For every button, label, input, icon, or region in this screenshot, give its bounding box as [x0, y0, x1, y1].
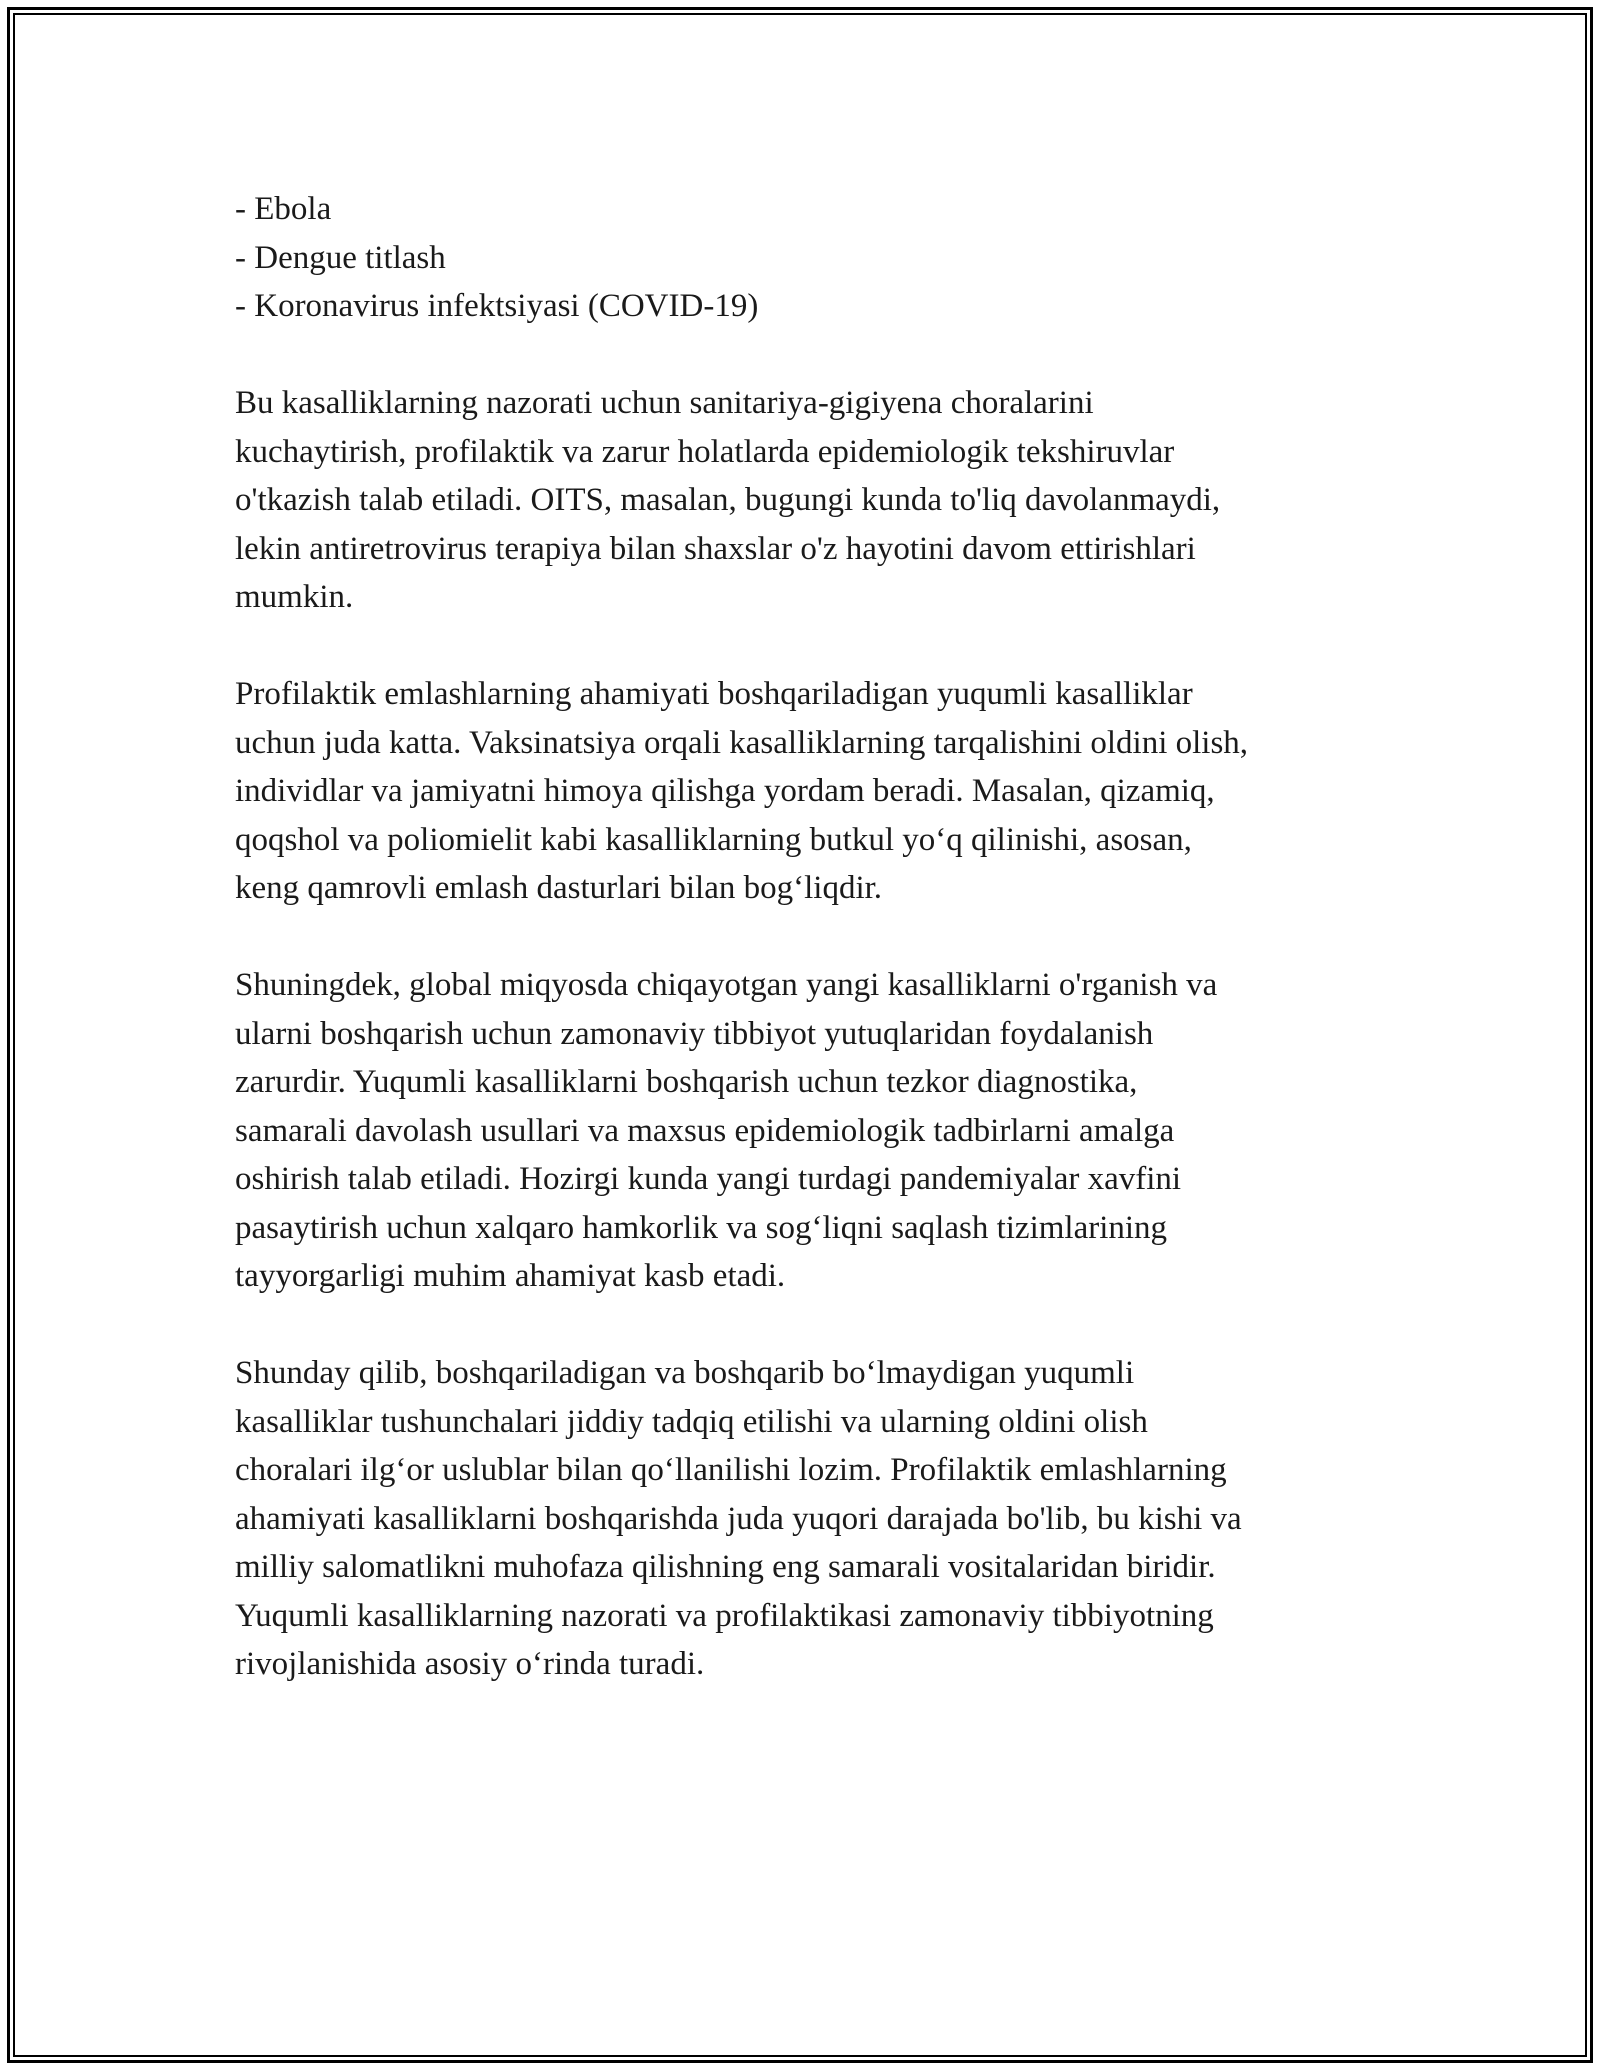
- paragraph-vaccination-importance: Profilaktik emlashlarning ahamiyati boshqariladigan yuqumli kasalliklar uchun juda katta. Vaksinatsiya orqali kasalliklarning tarqalishini oldini olish, individlar va jamiyatni himoya qilishga yordam beradi. Masalan, qizamiq, qoqshol va poliomielit kabi kasalliklarning butkul yo‘q qilinishi, asosan, keng qamrovli emlash dasturlari bilan bog‘liqdir.: [235, 676, 1249, 906]
- disease-list: [235, 185, 1385, 331]
- document-body: [235, 185, 1385, 1689]
- paragraph-conclusion: Shunday qilib, boshqariladigan va boshqarib bo‘lmaydigan yuqumli kasalliklar tushunchalari jiddiy tadqiq etilishi va ularning oldini olish choralari ilg‘or uslublar bilan qo‘llanilishi lozim. Profilaktik emlashlarning ahamiyati kasalliklarni boshqarishda juda yuqori darajada bo'lib, bu kishi va milliy salomatlikni muhofaza qilishning eng samarali vositalaridan biridir. Yuqumli kasalliklarning nazorati va profilaktikasi zamonaviy tibbiyotning rivojlanishida asosiy o‘rinda turadi.: [235, 1355, 1242, 1682]
- list-item: - Koronavirus infektsiyasi (COVID-19): [235, 288, 759, 324]
- paragraph-new-diseases: Shuningdek, global miqyosda chiqayotgan yangi kasalliklarni o'rganish va ularni boshqarish uchun zamonaviy tibbiyot yutuqlaridan foydalanish zarurdir. Yuqumli kasalliklarni boshqarish uchun tezkor diagnostika, samarali davolash usullari va maxsus epidemiologik tadbirlarni amalga oshirish talab etiladi. Hozirgi kunda yangi turdagi pandemiyalar xavfini pasaytirish uchun xalqaro hamkorlik va sog‘liqni saqlash tizimlarining tayyorgarligi muhim ahamiyat kasb etadi.: [235, 967, 1218, 1294]
- list-item: - Dengue titlash: [235, 239, 446, 276]
- list-item: - Ebola: [235, 191, 332, 227]
- paragraph-disease-control: Bu kasalliklarning nazorati uchun sanitariya-gigiyena choralarini kuchaytirish, profilaktik va zarur holatlarda epidemiologik tekshiruvlar o'tkazish talab etiladi. OITS, masalan, bugungi kunda to'liq davolanmaydi, lekin antiretrovirus terapiya bilan shaxslar o'z hayotini davom ettirishlari mumkin.: [235, 385, 1221, 615]
